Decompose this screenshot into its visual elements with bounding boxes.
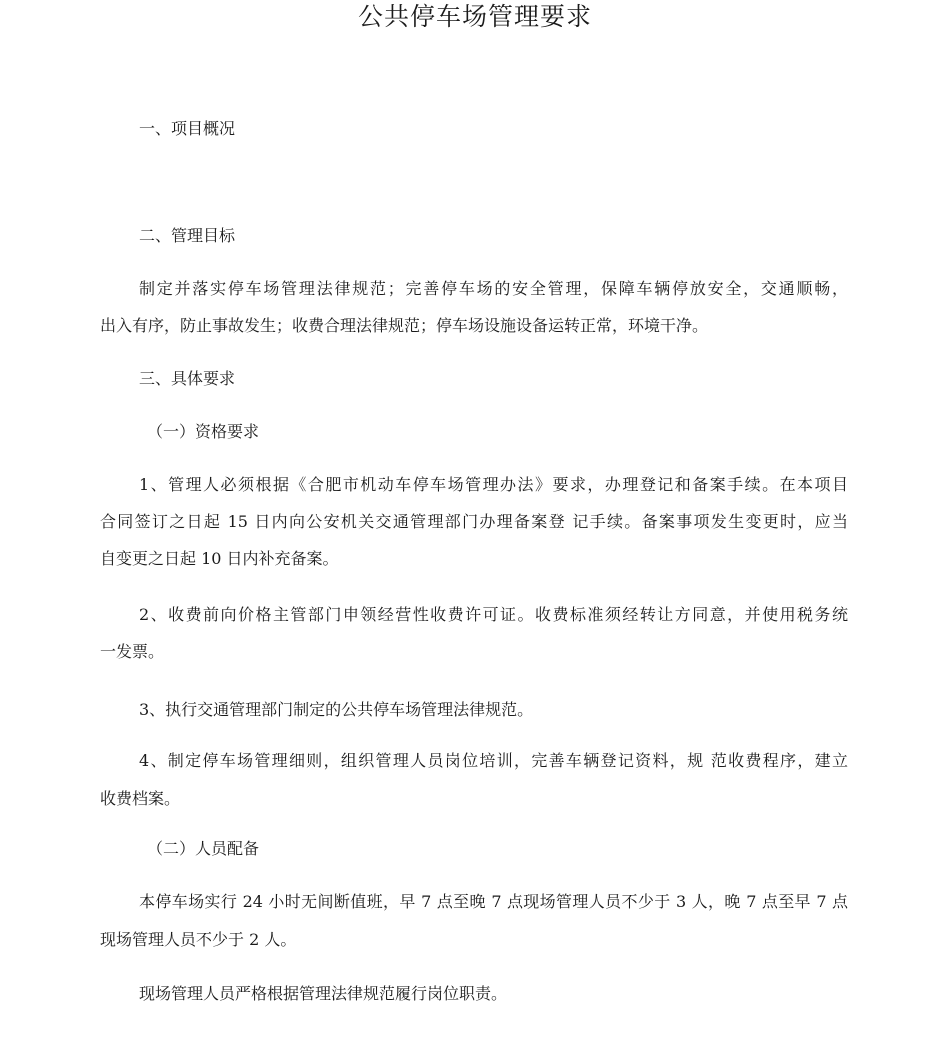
item-4-line-1: 4、制定停车场管理细则，组织管理人员岗位培训，完善车辆登记资料，规 范收费程序，建立 [139,751,848,770]
goals-paragraph-line-2: 出入有序，防止事故发生；收费合理法律规范；停车场设施设备运转正常，环境干净。 [100,316,709,335]
item-1-line-2: 合同签订之日起 15 日内向公安机关交通管理部门办理备案登 记手续。备案事项发生变更时，应当 [100,512,848,531]
item-1-line-3: 自变更之日起 10 日内补充备案。 [100,549,339,568]
staffing-paragraph-line-2: 现场管理人员不少于 2 人。 [100,930,297,949]
goals-paragraph-line-1: 制定并落实停车场管理法律规范；完善停车场的安全管理，保障车辆停放安全，交通顺畅， [139,279,848,298]
item-1-line-1: 1、管理人必须根据《合肥市机动车停车场管理办法》要求，办理登记和备案手续。在本项目 [139,475,848,494]
subsection-heading-staffing: （二）人员配备 [147,839,260,858]
section-heading-overview: 一、项目概况 [139,119,236,138]
subsection-heading-qualification: （一）资格要求 [147,422,260,441]
item-2-line-1: 2、收费前向价格主管部门申领经营性收费许可证。收费标准须经转让方同意，并使用税务统 [139,605,848,624]
item-4-line-2: 收费档案。 [100,789,181,808]
section-heading-requirements: 三、具体要求 [139,369,236,388]
staffing-paragraph-line-1: 本停车场实行 24 小时无间断值班，早 7 点至晚 7 点现场管理人员不少于 3 人，晚 7 点至早 7 点 [139,892,848,911]
item-3-line-1: 3、执行交通管理部门制定的公共停车场管理法律规范。 [139,700,534,719]
section-heading-goals: 二、管理目标 [139,226,236,245]
page-title: 公共停车场管理要求 [357,2,592,31]
staffing-duties-line: 现场管理人员严格根据管理法律规范履行岗位职责。 [139,984,508,1003]
item-2-line-2: 一发票。 [100,642,165,661]
